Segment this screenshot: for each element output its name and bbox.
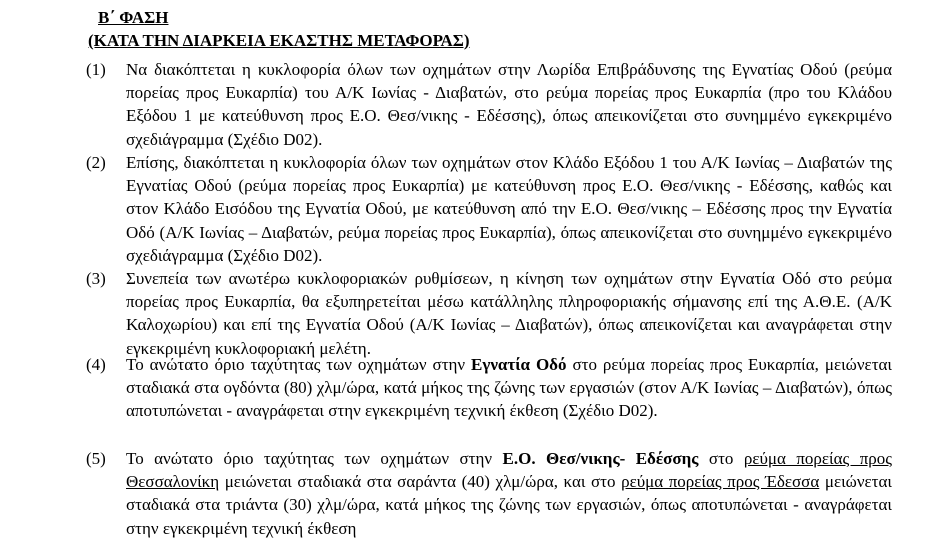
phase-title: Β΄ ΦΑΣΗ <box>98 8 169 27</box>
underlined-direction: ρεύμα πορείας προς Έδεσσα <box>621 472 820 492</box>
list-item-number: (3) <box>86 269 106 288</box>
list-item-text: Επίσης, διακόπτεται η κυκλοφορία όλων των οχημάτων στον Κλάδο Εξόδου 1 του Α/Κ Ιωνίας – Διαβατών της Εγνατίας Οδού (ρεύμα πορείας προς Ευκαρπία) με κατεύθυνση προς Ε.Ο. Θεσ/νικης - Εδέσσης, καθώς και στον Κλάδο Εισόδου της Εγνατία Οδού, με κατεύθυνση από την Ε.Ο. Θεσ/νικης – Εδέσσης προς την Εγνατία Οδό (Α/Κ Ιωνίας – Διαβατών, ρεύμα πορείας προς Ευκαρπία), όπως απεικονίζεται στο συνημμένο εγκεκριμένο σχεδιάγραμμα (Σχέδιο D02). <box>126 153 892 265</box>
text-segment: μειώνεται σταδιακά στα τριάντα (30) χλμ/ώρα, κατά μήκος της ζώνης των εργασιών, όπως αποτυπώνεται - αναγράφεται στην εγκεκριμένη τεχνική έκθεση <box>126 472 892 538</box>
bold-road-name: Ε.Ο. Θεσ/νικης- Εδέσσης <box>502 449 699 468</box>
list-item-number: (5) <box>86 449 106 468</box>
text-segment: Το ανώτατο όριο ταχύτητας των οχημάτων στην <box>126 449 503 468</box>
text-segment: μειώνεται σταδιακά στα σαράντα (40) χλμ/ώρα, και στο <box>219 472 622 492</box>
phase-subtitle: (ΚΑΤΑ ΤΗΝ ΔΙΑΡΚΕΙΑ ΕΚΑΣΤΗΣ ΜΕΤΑΦΟΡΑΣ) <box>88 31 470 50</box>
text-segment: στο ρεύμα πορείας προς Ευκαρπία, μειώνεται σταδιακά στα ογδόντα (80) χλμ/ώρα, κατά μήκος της ζώνης των εργασιών (στον Α/Κ Ιωνίας – Διαβατών), όπως αποτυπώνεται - αναγράφεται στην εγκεκριμένη τεχνική έκθεση (Σχέδιο D02). <box>126 355 893 421</box>
bold-road-name: Εγνατία Οδό <box>471 355 567 374</box>
list-item-number: (1) <box>86 60 106 79</box>
list-item-text: Συνεπεία των ανωτέρω κυκλοφοριακών ρυθμίσεων, η κίνηση των οχημάτων στην Εγνατία Οδό στο ρεύμα πορείας προς Ευκαρπία, θα εξυπηρετείται μέσω κατάλληλης πληροφοριακής σήμανσης επί της Α.Θ.Ε. (Α/Κ Καλοχωρίου) και επί της Εγνατία Οδού (Α/Κ Ιωνίας – Διαβατών), όπως απεικονίζεται και αναγράφεται στην εγκεκριμένη κυκλοφοριακή μελέτη. <box>126 269 892 358</box>
list-item-text <box>126 447 892 540</box>
underlined-direction: ρεύμα πορείας προς Θεσσαλονίκη <box>126 449 892 492</box>
list-item-text <box>126 353 892 423</box>
list-item-number: (4) <box>86 355 106 374</box>
list-item-number: (2) <box>86 153 106 172</box>
list-item-text: Να διακόπτεται η κυκλοφορία όλων των οχημάτων στην Λωρίδα Επιβράδυνσης της Εγνατίας Οδού (ρεύμα πορείας προς Ευκαρπία) του Α/Κ Ιωνίας - Διαβατών, στο ρεύμα πορείας προς Ευκαρπία (προ του Κλάδου Εξόδου 1 με κατεύθυνση προς Ε.Ο. Θεσ/νικης - Εδέσσης), όπως απεικονίζεται στο συνημμένο εγκεκριμένο σχεδιάγραμμα (Σχέδιο D02). <box>126 60 892 149</box>
text-segment: Το ανώτατο όριο ταχύτητας των οχημάτων στην <box>126 355 472 374</box>
text-segment: στο <box>698 449 744 468</box>
